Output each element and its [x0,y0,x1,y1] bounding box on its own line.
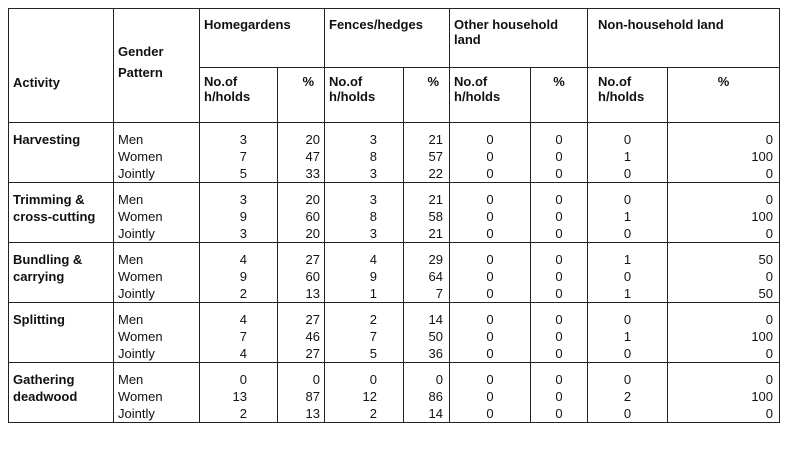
value: 64 [428,269,444,284]
gender-label: Jointly [118,346,155,361]
homegardens-hh-cell [200,363,278,423]
activity-cell: Bundling & carrying [9,243,114,303]
value: 0 [623,132,632,147]
value: 0 [765,166,774,181]
value: 1 [623,209,632,224]
gender-label: Women [118,389,163,404]
value: 1 [623,252,632,267]
value: 4 [369,252,378,267]
value: 7 [239,329,247,344]
homegardens-pct-cell [278,183,325,243]
table-row [9,363,780,423]
value: 2 [239,286,247,301]
gender-label: Jointly [118,166,155,181]
value: 0 [486,329,494,344]
header-pct-other: % [531,68,588,123]
value: 13 [305,286,321,301]
value: 7 [369,329,378,344]
nonhousehold-pct-cell [668,183,780,243]
value: 1 [623,286,632,301]
gender-label: Jointly [118,406,155,421]
value: 0 [486,312,494,327]
activity-cell: Trimming & cross-cutting [9,183,114,243]
value: 0 [555,372,563,387]
value: 100 [751,389,774,404]
header-non-household-land: Non-household land [588,9,780,68]
value: 0 [369,372,378,387]
value: 21 [428,132,444,147]
activity-cell: Gathering deadwood [9,363,114,423]
homegardens-hh-cell [200,183,278,243]
value: 60 [305,269,321,284]
fences-pct-cell [404,183,450,243]
value: 87 [305,389,321,404]
header-hh-nonhousehold: No.of h/holds [588,68,668,123]
value: 8 [369,209,378,224]
activity-cell: Splitting [9,303,114,363]
value: 0 [765,269,774,284]
value: 58 [428,209,444,224]
value: 0 [623,312,632,327]
value: 36 [428,346,444,361]
value: 86 [428,389,444,404]
value: 100 [751,329,774,344]
value: 0 [555,192,563,207]
table-row [9,303,780,363]
fences-pct-cell [404,123,450,183]
other-pct-cell [531,243,588,303]
value: 21 [428,192,444,207]
value: 100 [751,209,774,224]
value: 1 [623,329,632,344]
value: 33 [305,166,321,181]
table-container [8,8,780,423]
value: 9 [369,269,378,284]
value: 7 [435,286,444,301]
value: 0 [555,252,563,267]
value: 3 [239,132,247,147]
header-pct-nonhousehold: % [668,68,780,123]
value: 100 [751,149,774,164]
header-fences-hedges: Fences/hedges [325,9,450,68]
gender-label: Men [118,372,144,387]
value: 8 [369,149,378,164]
value: 3 [239,192,247,207]
header-homegardens: Homegardens [200,9,325,68]
value: 4 [239,312,247,327]
value: 2 [239,406,247,421]
activity-cell: Harvesting [9,123,114,183]
other-hh-cell [450,243,531,303]
fences-hh-cell [325,183,404,243]
value: 4 [239,252,247,267]
value: 0 [486,346,494,361]
value: 0 [486,372,494,387]
value: 20 [305,226,321,241]
fences-hh-cell [325,123,404,183]
value: 0 [765,372,774,387]
value: 0 [623,269,632,284]
value: 0 [555,269,563,284]
other-hh-cell [450,303,531,363]
value: 3 [369,226,378,241]
homegardens-pct-cell [278,243,325,303]
value: 27 [305,312,321,327]
table-body [9,123,780,423]
value: 0 [765,406,774,421]
value: 0 [486,132,494,147]
value: 5 [369,346,378,361]
value: 0 [555,329,563,344]
value: 2 [369,406,378,421]
gender-label: Men [118,132,144,147]
value: 14 [428,312,444,327]
gender-cell [114,243,200,303]
value: 13 [232,389,247,404]
value: 4 [239,346,247,361]
gender-label: Jointly [118,286,155,301]
value: 0 [486,252,494,267]
value: 0 [623,192,632,207]
header-pct-fences: % [404,68,450,123]
value: 3 [369,132,378,147]
nonhousehold-hh-cell [588,123,668,183]
value: 29 [428,252,444,267]
other-pct-cell [531,123,588,183]
header-row-groups [9,9,780,68]
value: 0 [765,346,774,361]
value: 50 [758,286,774,301]
gender-label: Men [118,252,144,267]
gender-label: Women [118,209,163,224]
header-hh-fences: No.of h/holds [325,68,404,123]
value: 0 [555,286,563,301]
table-row [9,243,780,303]
value: 0 [555,166,563,181]
gender-label: Men [118,312,144,327]
nonhousehold-pct-cell [668,363,780,423]
value: 0 [486,209,494,224]
nonhousehold-hh-cell [588,303,668,363]
homegardens-pct-cell [278,363,325,423]
value: 0 [486,406,494,421]
value: 50 [758,252,774,267]
value: 21 [428,226,444,241]
other-hh-cell [450,363,531,423]
value: 27 [305,346,321,361]
value: 0 [486,149,494,164]
value: 3 [369,166,378,181]
nonhousehold-pct-cell [668,123,780,183]
gender-label: Women [118,149,163,164]
value: 1 [623,149,632,164]
nonhousehold-pct-cell [668,243,780,303]
homegardens-pct-cell [278,123,325,183]
value: 3 [369,192,378,207]
header-hh-homegardens: No.of h/holds [200,68,278,123]
value: 60 [305,209,321,224]
value: 0 [623,372,632,387]
other-hh-cell [450,183,531,243]
value: 9 [239,209,247,224]
value: 0 [555,209,563,224]
value: 47 [305,149,321,164]
value: 0 [486,286,494,301]
value: 5 [239,166,247,181]
value: 2 [369,312,378,327]
value: 57 [428,149,444,164]
value: 14 [428,406,444,421]
homegardens-hh-cell [200,303,278,363]
value: 46 [305,329,321,344]
value: 12 [362,389,378,404]
value: 0 [623,166,632,181]
value: 0 [555,312,563,327]
value: 0 [555,132,563,147]
value: 0 [623,406,632,421]
value: 0 [435,372,444,387]
header-hh-other: No.of h/holds [450,68,531,123]
value: 0 [623,346,632,361]
header-activity: Activity [9,9,114,123]
value: 50 [428,329,444,344]
value: 0 [765,132,774,147]
gender-cell [114,123,200,183]
header-pct-homegardens: % [278,68,325,123]
value: 20 [305,132,321,147]
fences-pct-cell [404,363,450,423]
value: 13 [305,406,321,421]
value: 0 [623,226,632,241]
fences-pct-cell [404,243,450,303]
value: 0 [555,226,563,241]
value: 20 [305,192,321,207]
value: 9 [239,269,247,284]
homegardens-pct-cell [278,303,325,363]
header-other-household-land: Other household land [450,9,588,68]
nonhousehold-pct-cell [668,303,780,363]
table-row [9,123,780,183]
gender-label: Women [118,329,163,344]
nonhousehold-hh-cell [588,363,668,423]
value: 2 [623,389,632,404]
fences-hh-cell [325,303,404,363]
value: 0 [555,406,563,421]
value: 0 [486,389,494,404]
gender-cell [114,303,200,363]
value: 0 [486,226,494,241]
gender-label: Jointly [118,226,155,241]
value: 3 [239,226,247,241]
homegardens-hh-cell [200,123,278,183]
fences-hh-cell [325,363,404,423]
value: 0 [555,389,563,404]
value: 0 [486,269,494,284]
value: 0 [765,192,774,207]
value: 0 [555,149,563,164]
gender-cell [114,363,200,423]
value: 0 [555,346,563,361]
other-hh-cell [450,123,531,183]
gender-cell [114,183,200,243]
table-row [9,183,780,243]
gender-label: Men [118,192,144,207]
value: 7 [239,149,247,164]
homegardens-hh-cell [200,243,278,303]
value: 1 [369,286,378,301]
value: 0 [486,192,494,207]
fences-hh-cell [325,243,404,303]
gender-label: Women [118,269,163,284]
fences-pct-cell [404,303,450,363]
header-gender-pattern: Gender Pattern [114,9,200,123]
other-pct-cell [531,363,588,423]
value: 0 [765,312,774,327]
value: 0 [486,166,494,181]
value: 0 [765,226,774,241]
value: 27 [305,252,321,267]
nonhousehold-hh-cell [588,183,668,243]
nonhousehold-hh-cell [588,243,668,303]
other-pct-cell [531,303,588,363]
other-pct-cell [531,183,588,243]
value: 0 [239,372,247,387]
activity-gender-table [8,8,780,423]
value: 0 [312,372,321,387]
value: 22 [428,166,444,181]
